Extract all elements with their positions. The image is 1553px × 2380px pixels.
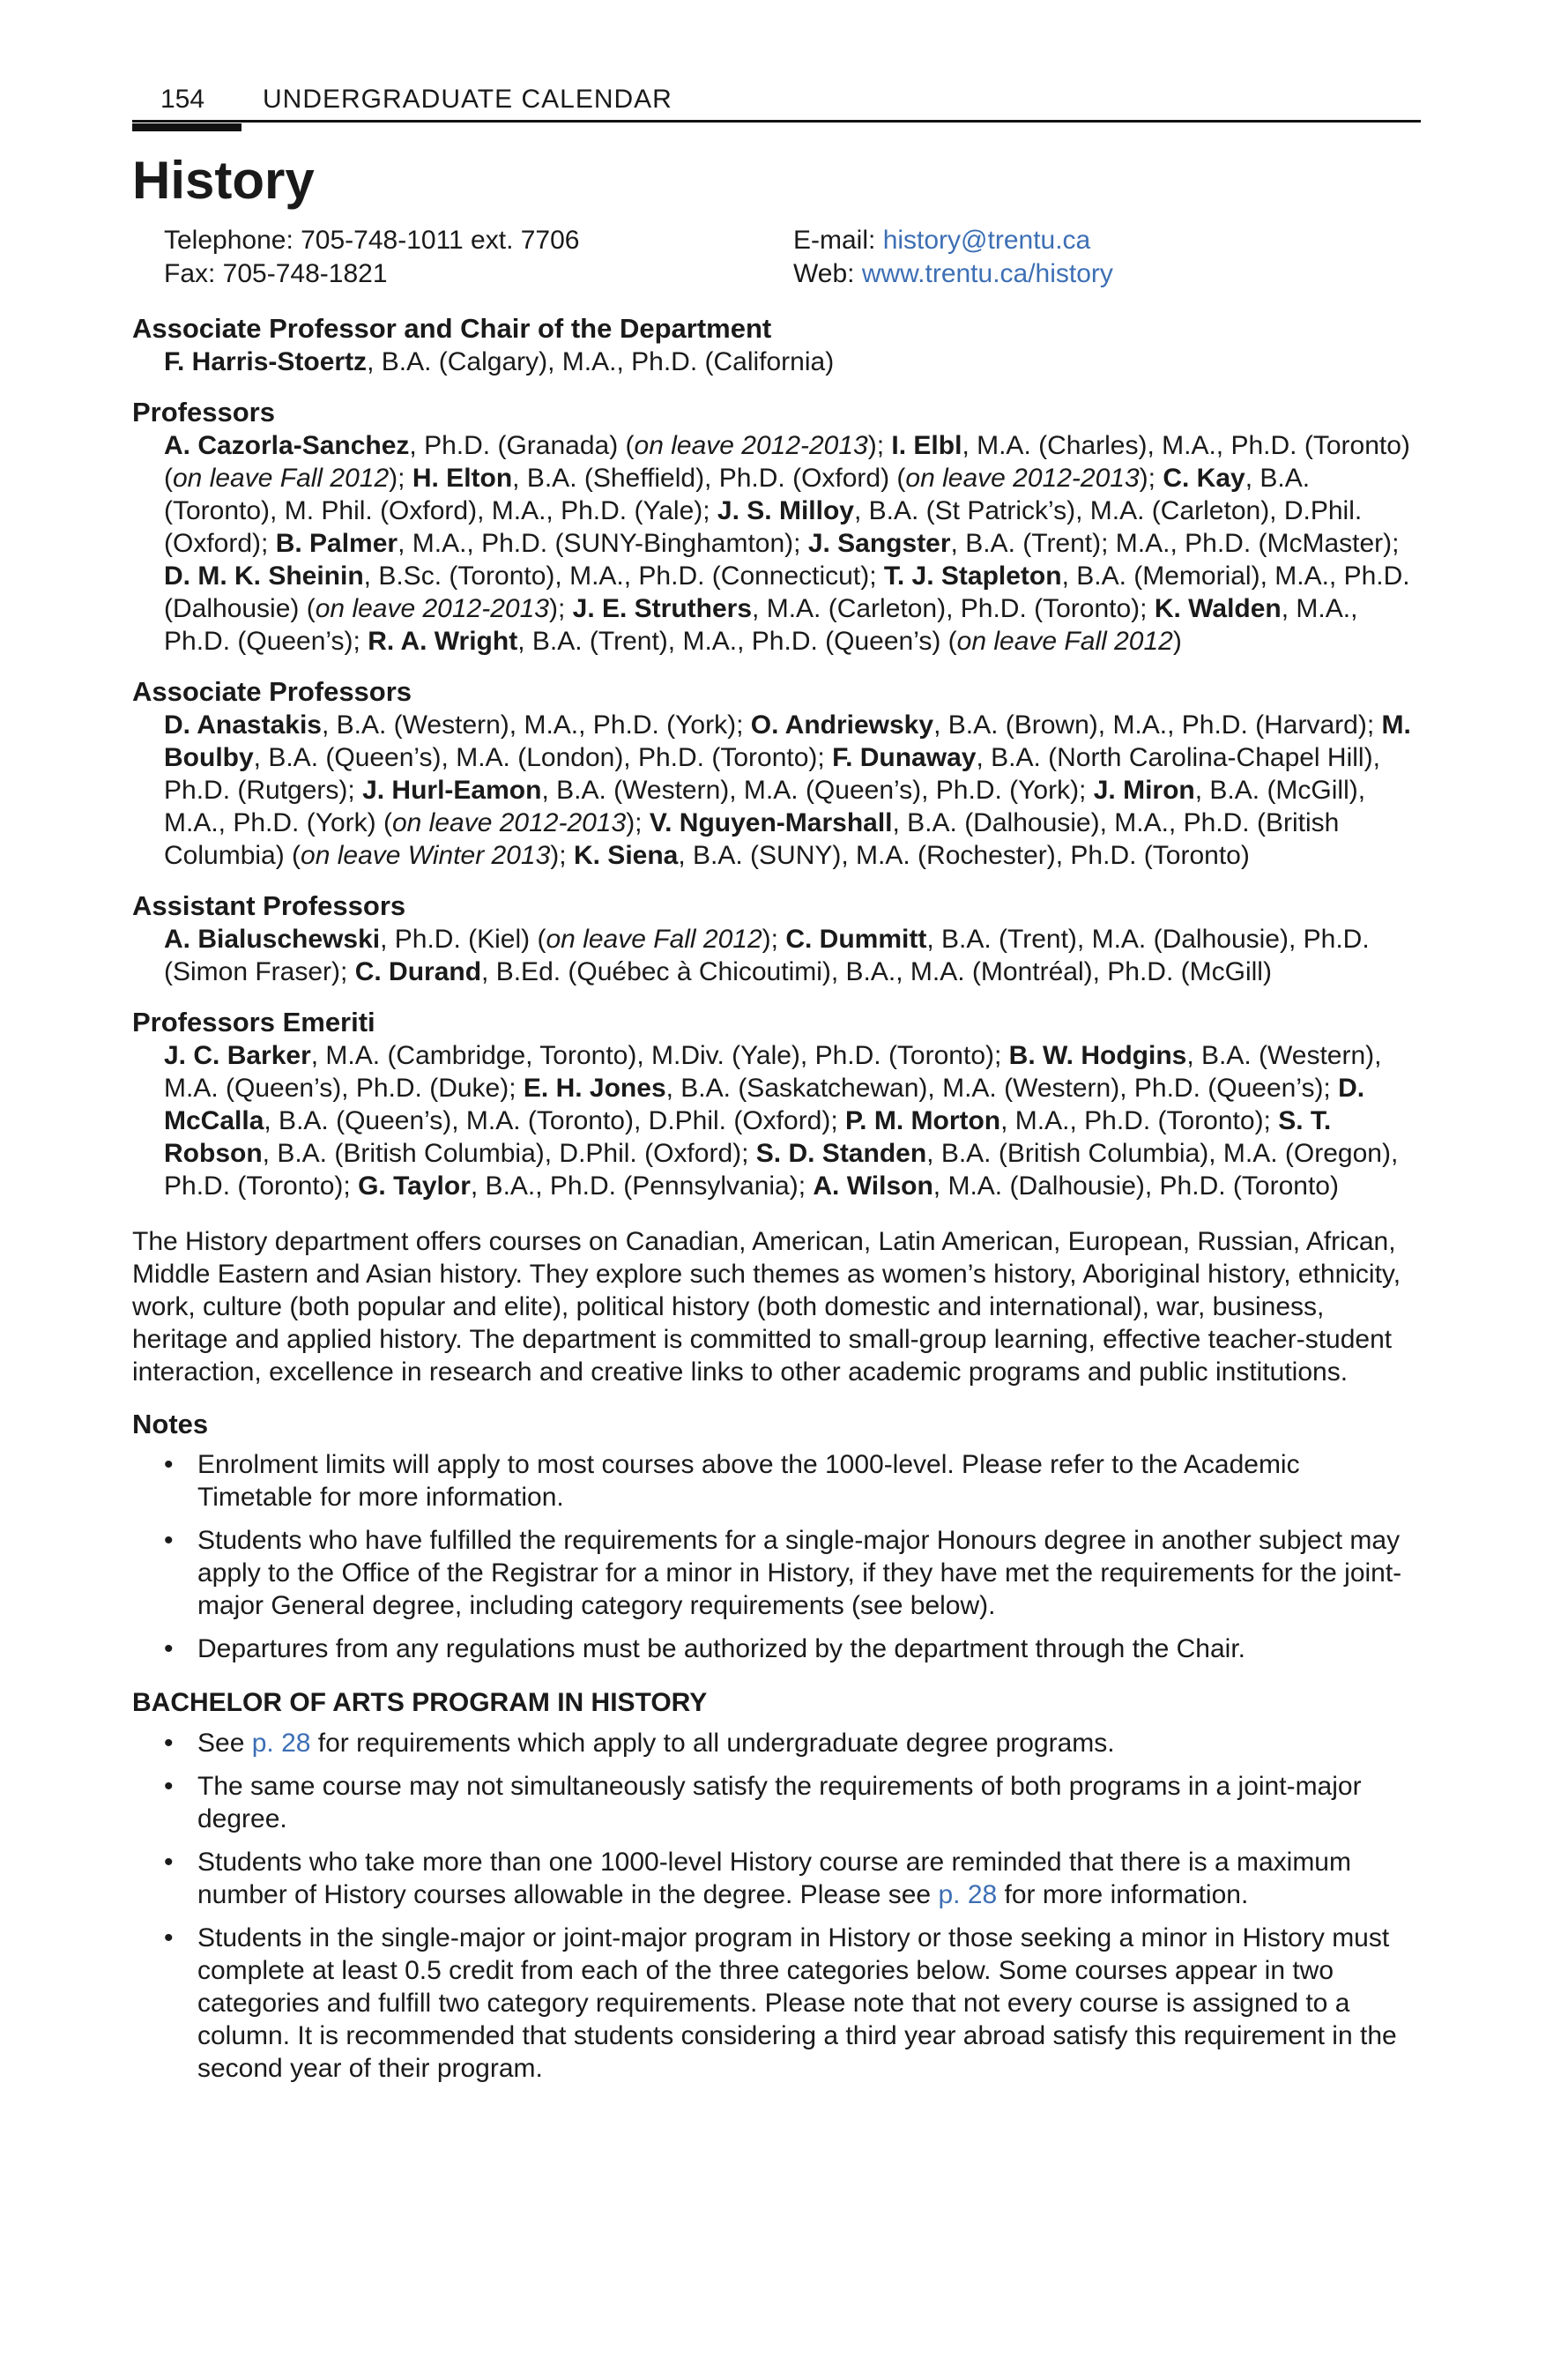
professors-section	[132, 396, 1421, 658]
professors-emeriti-section	[132, 1006, 1421, 1202]
professors-emeriti-heading: Professors Emeriti	[132, 1007, 375, 1038]
ba-program-item	[132, 1846, 1421, 1911]
notes-item-text: Departures from any regulations must be authorized by the department through the Chair.	[197, 1634, 1245, 1663]
professors-emeriti-list: J. C. Barker, M.A. (Cambridge, Toronto), M.Div. (Yale), Ph.D. (Toronto); B. W. Hodgins, B.A. (Western), M.A. (Queen’s), Ph.D. (Duke); E. H. Jones, B.A. (Saskatchewan), M.A. (Western), Ph.D. (Queen’s); D. McCalla, B.A. (Queen’s), M.A. (Toronto), D.Phil. (Oxford); P. M. Morton, M.A., Ph.D. (Toronto); S. T. Robson, B.A. (British Columbia), D.Phil. (Oxford); S. D. Standen, B.A. (British Columbia), M.A. (Oregon), Ph.D. (Toronto); G. Taylor, B.A., Ph.D. (Pennsylvania); A. Wilson, M.A. (Dalhousie), Ph.D. (Toronto)	[164, 1041, 1399, 1201]
page-28-link[interactable]: p. 28	[938, 1880, 998, 1909]
chair-name: F. Harris-Stoertz	[164, 347, 368, 376]
bullet-icon: •	[164, 1848, 174, 1877]
ba-program-heading: BACHELOR OF ARTS PROGRAM IN HISTORY	[132, 1688, 708, 1717]
page-number: 154	[160, 85, 205, 114]
assistant-professors-list: A. Bialuschewski, Ph.D. (Kiel) (on leave Fall 2012); C. Dummitt, B.A. (Trent), M.A. (Dalhousie), Ph.D. (Simon Fraser); C. Durand, B.Ed. (Québec à Chicoutimi), B.A., M.A. (Montréal), Ph.D. (McGill)	[164, 925, 1370, 986]
fax: Fax: 705-748-1821	[164, 259, 388, 288]
ba-program-item	[132, 1922, 1421, 2085]
bullet-icon: •	[164, 1526, 174, 1555]
contact-block	[132, 224, 1421, 294]
assistant-professors-heading: Assistant Professors	[132, 890, 406, 921]
notes-item	[132, 1633, 1421, 1665]
chair-section	[132, 312, 1421, 378]
bullet-icon: •	[164, 1450, 174, 1479]
ba-item-text: for more information.	[997, 1880, 1249, 1909]
header-rule	[132, 120, 1421, 123]
ba-item-text: See	[197, 1729, 252, 1758]
chair-entry	[132, 346, 1421, 378]
web-label: Web:	[793, 259, 862, 288]
running-head-title: UNDERGRADUATE CALENDAR	[263, 85, 672, 114]
ba-program-list	[132, 1727, 1421, 2085]
associate-professors-heading: Associate Professors	[132, 676, 412, 707]
ba-item-text: Students who take more than one 1000-level History course are reminded that there is a maximum number of History courses allowable in the degree. Please see	[197, 1848, 1351, 1909]
intro-paragraph: The History department offers courses on Canadian, American, Latin American, European, Russian, African, Middle Eastern and Asian history. They explore such themes as women’s history, Aboriginal history, ethnicity, work, culture (both popular and elite), political history (both domestic and international), war, business, heritage and applied history. The department is committed to small-group learning, effective teacher-student interaction, excellence in research and creative links to other academic programs and public institutions.	[132, 1227, 1401, 1387]
chair-degrees: , B.A. (Calgary), M.A., Ph.D. (California)	[367, 347, 835, 376]
associate-professors-list: D. Anastakis, B.A. (Western), M.A., Ph.D. (York); O. Andriewsky, B.A. (Brown), M.A., Ph.D. (Harvard); M. Boulby, B.A. (Queen’s), M.A. (London), Ph.D. (Toronto); F. Dunaway, B.A. (North Carolina-Chapel Hill), Ph.D. (Rutgers); J. Hurl-Eamon, B.A. (Western), M.A. (Queen’s), Ph.D. (York); J. Miron, B.A. (McGill), M.A., Ph.D. (York) (on leave 2012-2013); V. Nguyen-Marshall, B.A. (Dalhousie), M.A., Ph.D. (British Columbia) (on leave Winter 2013); K. Siena, B.A. (SUNY), M.A. (Rochester), Ph.D. (Toronto)	[164, 710, 1411, 870]
bullet-icon: •	[164, 1729, 174, 1758]
email-line	[793, 224, 1113, 257]
assistant-professors-section	[132, 889, 1421, 988]
ba-program-item	[132, 1770, 1421, 1835]
telephone: Telephone: 705-748-1011 ext. 7706	[164, 226, 580, 255]
notes-item-text: Enrolment limits will apply to most courses above the 1000-level. Please refer to the Academic Timetable for more information.	[197, 1450, 1300, 1512]
chair-heading: Associate Professor and Chair of the Department	[132, 313, 772, 344]
page	[132, 79, 1421, 2095]
page-title: History	[132, 151, 315, 210]
header-tab-marker	[132, 123, 241, 131]
associate-professors-section	[132, 675, 1421, 872]
bullet-icon: •	[164, 1772, 174, 1801]
professors-heading: Professors	[132, 397, 275, 428]
ba-item-text: Students in the single-major or joint-major program in History or those seeking a minor in History must complete at least 0.5 credit from each of the three categories below. Some courses appear in two categories and fulfill two category requirements. Please note that not every course is assigned to a column. It is recommended that students considering a third year abroad satisfy this requirement in the second year of their program.	[197, 1923, 1397, 2083]
web-line	[793, 257, 1113, 291]
bullet-icon: •	[164, 1634, 174, 1663]
notes-item-text: Students who have fulfilled the requirements for a single-major Honours degree in another subject may apply to the Office of the Registrar for a minor in History, if they have met the requirements for the joint-major General degree, including category requirements (see below).	[197, 1526, 1402, 1620]
notes-item	[132, 1448, 1421, 1514]
page-28-link[interactable]: p. 28	[251, 1729, 311, 1758]
contact-email-web	[793, 224, 1113, 291]
email-link[interactable]: history@trentu.ca	[882, 226, 1091, 255]
professors-list: A. Cazorla-Sanchez, Ph.D. (Granada) (on leave 2012-2013); I. Elbl, M.A. (Charles), M.A., Ph.D. (Toronto) (on leave Fall 2012); H. Elton, B.A. (Sheffield), Ph.D. (Oxford) (on leave 2012-2013); C. Kay, B.A. (Toronto), M. Phil. (Oxford), M.A., Ph.D. (Yale); J. S. Milloy, B.A. (St Patrick’s), M.A. (Carleton), D.Phil. (Oxford); B. Palmer, M.A., Ph.D. (SUNY-Binghamton); J. Sangster, B.A. (Trent); M.A., Ph.D. (McMaster); D. M. K. Sheinin, B.Sc. (Toronto), M.A., Ph.D. (Connecticut); T. J. Stapleton, B.A. (Memorial), M.A., Ph.D. (Dalhousie) (on leave 2012-2013); J. E. Struthers, M.A. (Carleton), Ph.D. (Toronto); K. Walden, M.A., Ph.D. (Queen’s); R. A. Wright, B.A. (Trent), M.A., Ph.D. (Queen’s) (on leave Fall 2012)	[164, 431, 1410, 656]
email-label: E-mail:	[793, 226, 883, 255]
running-head	[132, 79, 1421, 122]
notes-heading: Notes	[132, 1409, 209, 1439]
ba-item-text: for requirements which apply to all undergraduate degree programs.	[310, 1729, 1115, 1758]
bullet-icon: •	[164, 1923, 174, 1952]
contact-phone-fax	[164, 224, 580, 291]
ba-program-item	[132, 1727, 1421, 1759]
notes-item	[132, 1524, 1421, 1622]
ba-item-text: The same course may not simultaneously satisfy the requirements of both programs in a joint-major degree.	[197, 1772, 1362, 1833]
web-link[interactable]: www.trentu.ca/history	[861, 259, 1113, 288]
notes-list	[132, 1448, 1421, 1665]
